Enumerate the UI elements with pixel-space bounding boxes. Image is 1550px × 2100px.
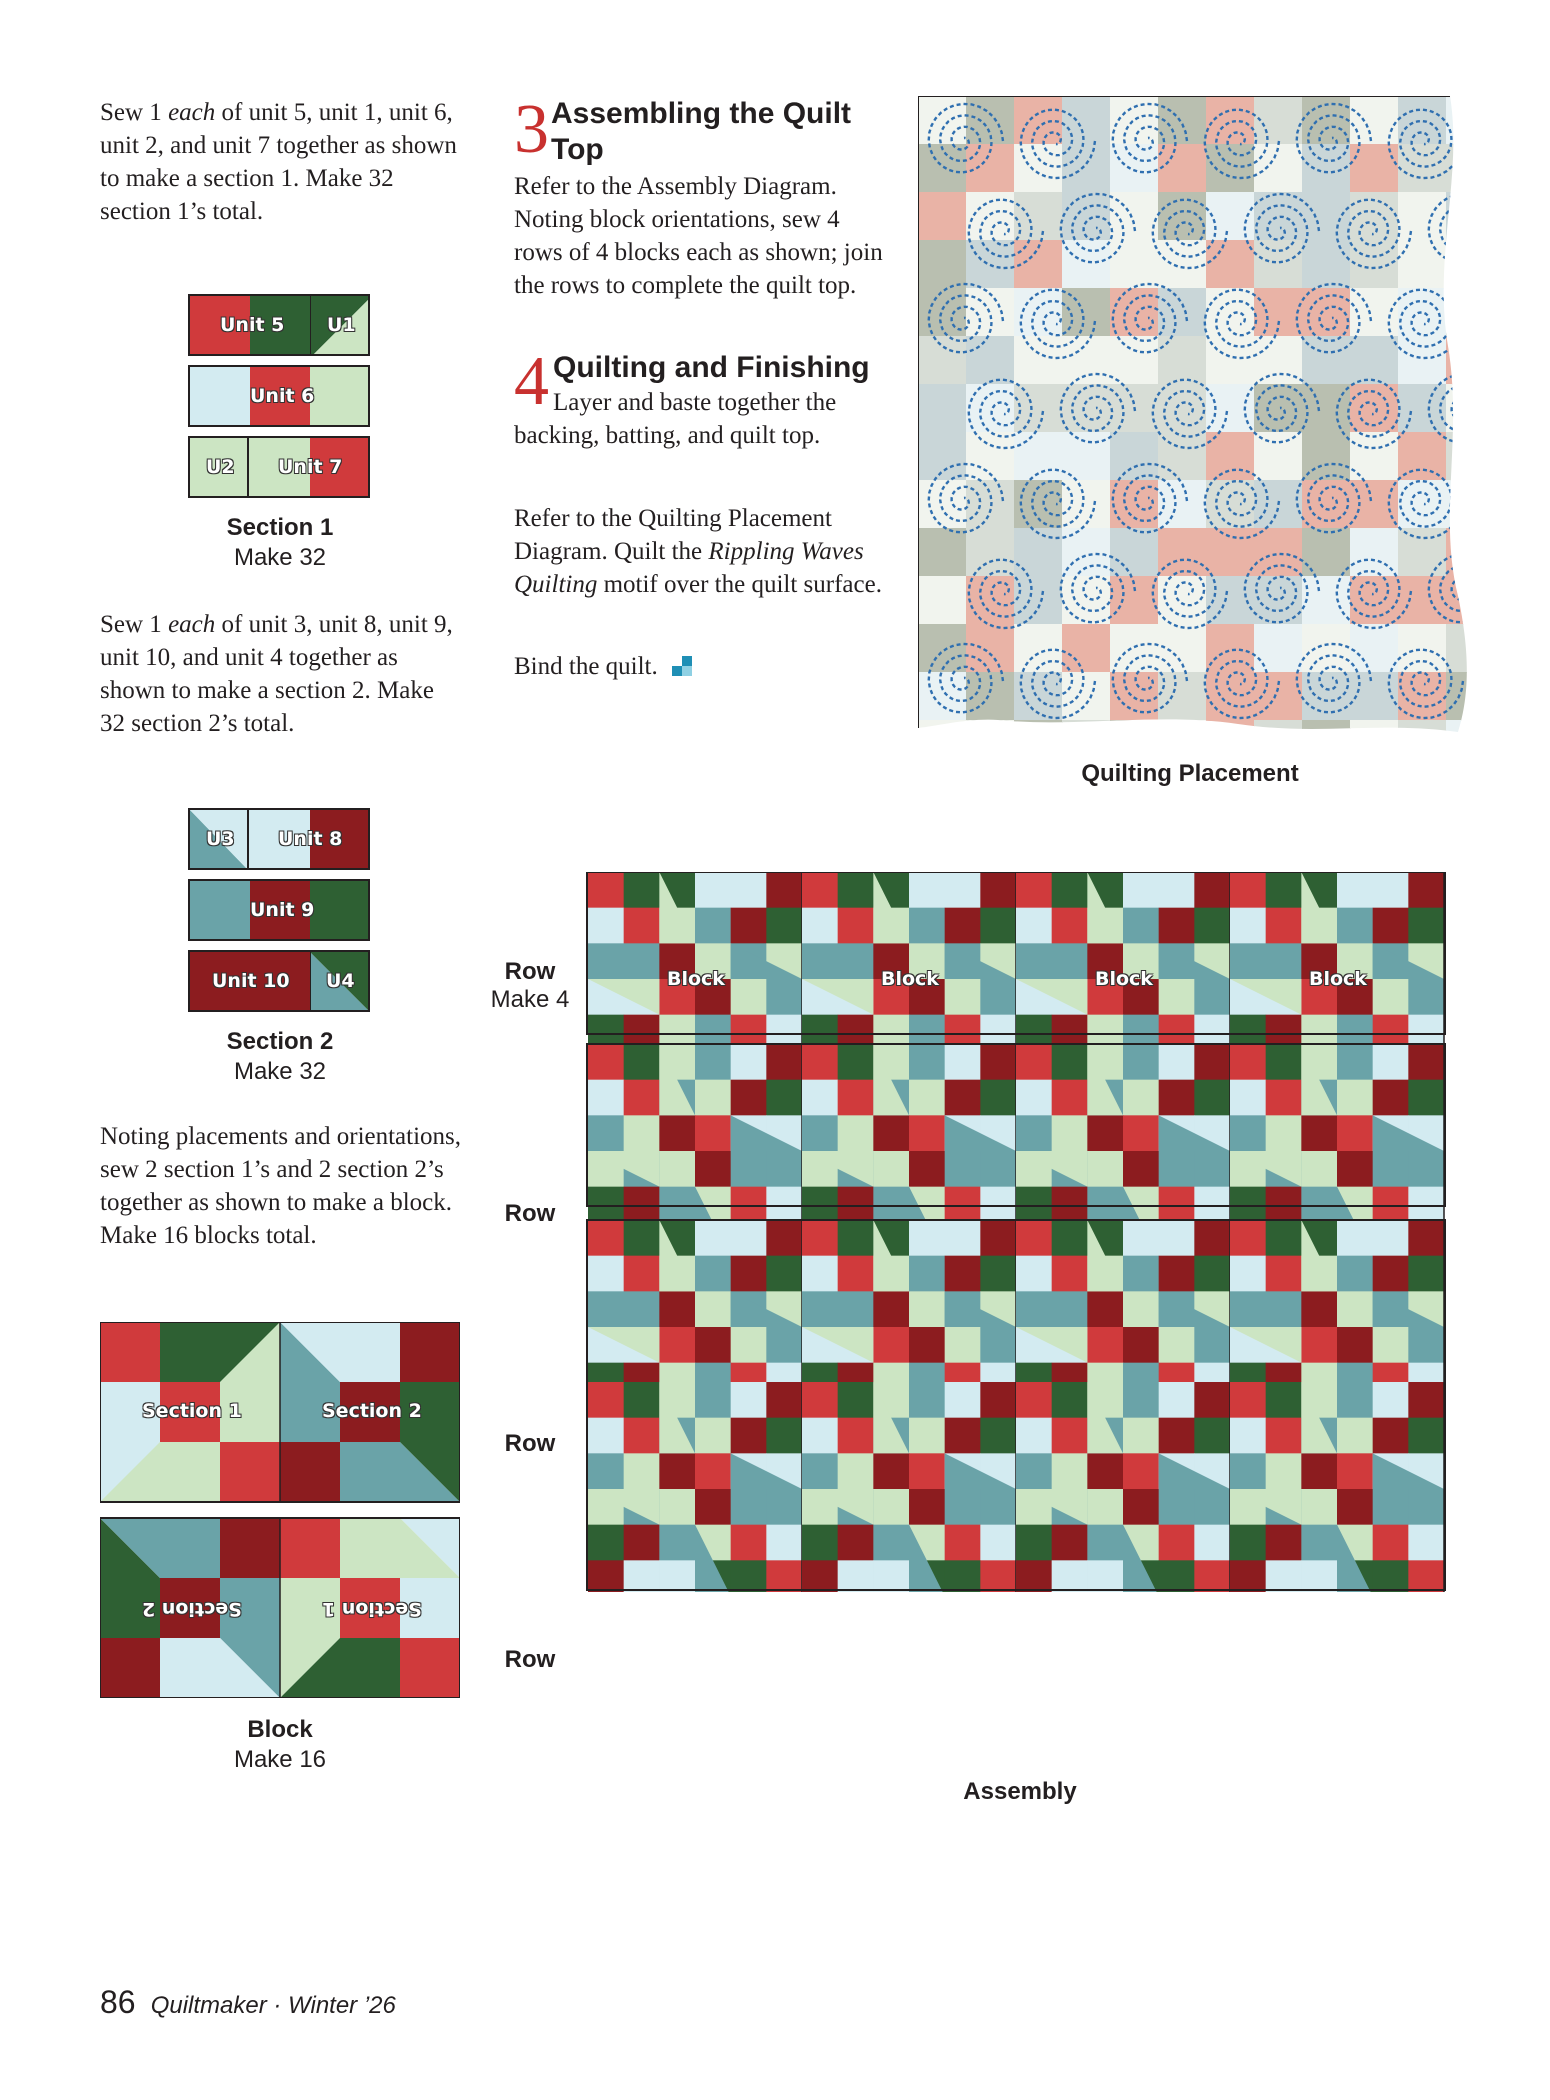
- u1-label: U1: [327, 314, 356, 336]
- assembly-block-r4-c3: [1016, 1382, 1231, 1597]
- assembly-block-label: Block: [667, 968, 725, 990]
- u4-label: U4: [326, 970, 355, 992]
- assembly-diagram: [586, 872, 1448, 1768]
- step4-paragraph2: Refer to the Quilting Placement Diagram. Quilt the Rippling Waves Quilting motif over the quilt surface.: [514, 505, 882, 598]
- assembly-block-r4-c4: [1230, 1382, 1445, 1597]
- assembly-block-r4-c1: [588, 1382, 803, 1597]
- assembly-block-label: Block: [1095, 968, 1153, 990]
- assembly-block-label: Block: [881, 968, 939, 990]
- row-label-1: Row Make 4: [490, 958, 570, 1013]
- unit7-label: Unit 7: [278, 456, 343, 478]
- block-label-section1-top: Section 1: [142, 1400, 242, 1422]
- section2-make: Make 32: [233, 1058, 327, 1085]
- unit10-label: Unit 10: [212, 970, 290, 992]
- u3-label: U3: [206, 828, 235, 850]
- u2-label: U2: [206, 456, 235, 478]
- block-caption: Block: [247, 1716, 313, 1743]
- magazine-name: Quiltmaker · Winter ’26: [150, 1992, 396, 2019]
- block-label-section2-bottom: Section 2: [142, 1598, 242, 1620]
- assembly-block-label: Block: [1309, 968, 1367, 990]
- row-label-4: Row: [504, 1646, 556, 1673]
- paragraph-block-instructions: Noting placements and orientations, sew 2 section 1’s and 2 section 2’s together as shown to make a block. Make 16 blocks total.: [100, 1123, 462, 1249]
- step4-title: Quilting and Finishing: [553, 351, 870, 384]
- unit5-label: Unit 5: [220, 314, 285, 336]
- step4-paragraph3: Bind the quilt.: [514, 650, 884, 683]
- section2-caption: Section 2: [226, 1028, 334, 1055]
- quilting-caption: Quilting Placement: [1081, 760, 1299, 787]
- block-label-section1-bottom: Section 1: [322, 1598, 422, 1620]
- step3-title: Assembling the Quilt Top: [551, 97, 852, 166]
- unit6-label: Unit 6: [250, 385, 315, 407]
- section1-diagram: [188, 294, 370, 500]
- step3-text: Refer to the Assembly Diagram. Noting block orientations, sew 4 rows of 4 blocks each as shown; join the rows to complete the quilt top.: [514, 173, 883, 299]
- block-make: Make 16: [233, 1746, 327, 1773]
- section1-make: Make 32: [233, 544, 327, 571]
- section2-diagram: [188, 808, 370, 1014]
- unit9-label: Unit 9: [250, 899, 315, 921]
- page-number: 86: [100, 1984, 136, 2020]
- page-footer: [100, 1984, 396, 2021]
- section1-caption: Section 1: [226, 514, 334, 541]
- paragraph-section2-instructions: Sew 1 each of unit 3, unit 8, unit 9, unit 10, and unit 4 together as shown to make a section 2. Make 32 section 2’s total.: [100, 611, 453, 737]
- quilting-placement-diagram: [918, 96, 1480, 732]
- row-label-3: Row: [504, 1430, 556, 1457]
- row-label-2: Row: [504, 1200, 556, 1227]
- end-mark-icon: [672, 656, 692, 676]
- unit8-label: Unit 8: [278, 828, 343, 850]
- block-diagram: [100, 1322, 460, 1698]
- step4-heading: [514, 343, 894, 452]
- assembly-caption: Assembly: [963, 1778, 1077, 1805]
- step3-heading: [514, 91, 894, 168]
- paragraph-section1-instructions: Sew 1 each of unit 5, unit 1, unit 6, unit 2, and unit 7 together as shown to make a section 1. Make 32 section 1’s total.: [100, 99, 457, 225]
- step4-text: Layer and baste together the backing, batting, and quilt top.: [514, 389, 837, 449]
- block-label-section2-top: Section 2: [322, 1400, 422, 1422]
- step4-number: 4: [514, 343, 549, 420]
- step3-number: 3: [514, 91, 549, 168]
- assembly-block-r4-c2: [802, 1382, 1017, 1597]
